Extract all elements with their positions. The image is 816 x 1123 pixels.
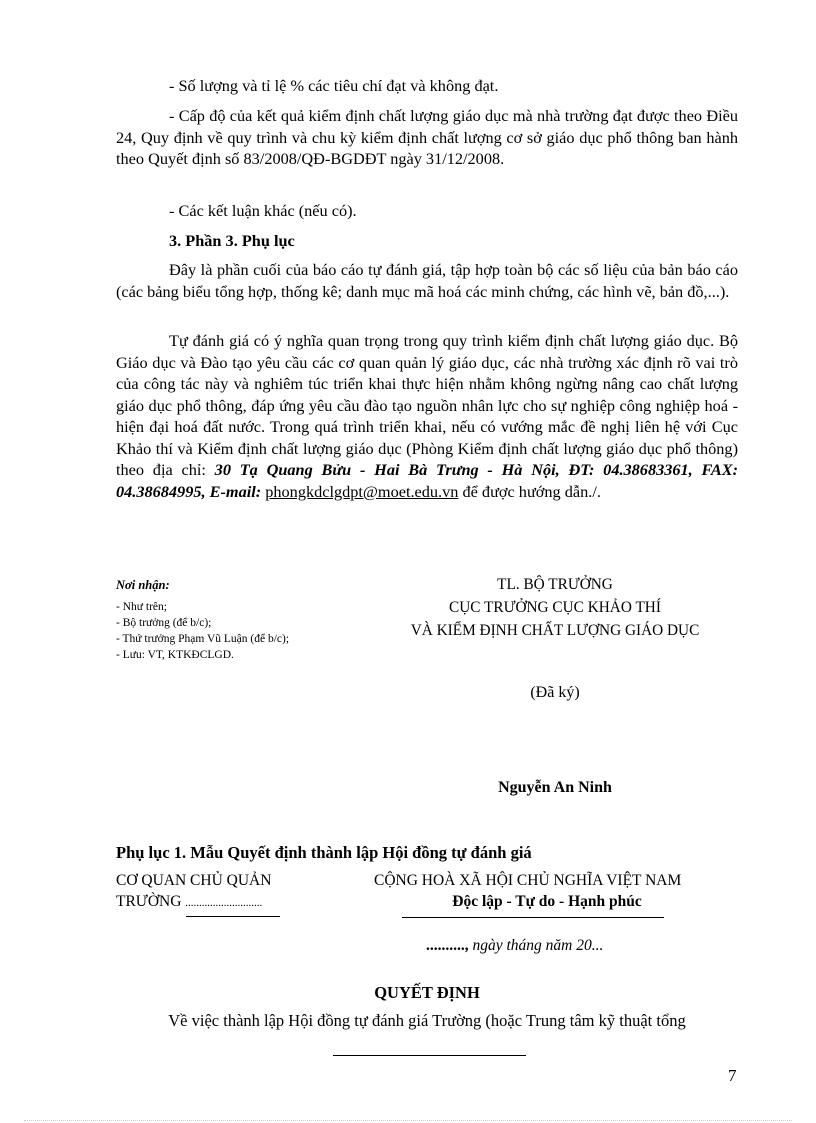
decision-subject: Về việc thành lập Hội đồng tự đánh giá Trường (hoặc Trung tâm kỹ thuật tổng [168, 1011, 686, 1030]
page-number: 7 [728, 1066, 737, 1085]
recipient-item: - Thứ trưởng Phạm Vũ Luận (để b/c); [116, 633, 290, 645]
motto-underline [402, 917, 664, 918]
date-text: ngày tháng năm 20... [472, 937, 604, 954]
date-line [426, 937, 603, 955]
paragraph-accreditation-level: - Cấp độ của kết quả kiểm định chất lượng giáo dục mà nhà trường đạt được theo Điều 24, Quy định về quy trình và chu kỳ kiểm định chất lượng cơ sở giáo dục phổ thông ban hành theo Quyết định số 83/2008/QĐ-BGDĐT ngày 31/12/2008. [116, 106, 738, 168]
heading-appendix-section: 3. Phần 3. Phụ lục [169, 231, 295, 250]
recipients-block [116, 577, 376, 663]
agency-school-label: TRƯỜNG [116, 893, 182, 910]
date-dots: .........., [426, 937, 469, 954]
agency-underline [186, 916, 280, 917]
agency-line-2 [116, 893, 262, 911]
recipient-item: - Bộ trưởng (để b/c); [116, 617, 212, 629]
closing-text: Tự đánh giá có ý nghĩa quan trọng trong quy trình kiểm định chất lượng giáo dục. Bộ Giáo dục và Đào tạo yêu cầu các cơ quan quản lý giáo dục, các nhà trường xác định rõ vai trò của công tác này và nghiêm túc triển khai thực hiện nhằm không ngừng nâng cao chất lượng giáo dục phổ thông, đáp ứng yêu cầu đào tạo nguồn nhân lực cho sự nghiệp công nghiệp hoá - hiện đại hoá đất nước. Trong quá trình triển khai, nếu có vướng mắc đề nghị liên hệ với Cục Khảo thí và Kiểm định chất lượng giáo dục (Phòng Kiểm định chất lượng giáo dục phổ thông) theo địa chỉ: [116, 331, 738, 479]
recipients-title: Nơi nhận: [116, 578, 170, 592]
address-text: 30 Tạ Quang Bửu - Hai Bà Trưng - Hà Nội, [214, 460, 560, 479]
national-motto: Độc lập - Tự do - Hạnh phúc [452, 893, 642, 910]
paragraph-appendix-description: Đây là phần cuối của báo cáo tự đánh giá, tập hợp toàn bộ các số liệu của bản báo cáo (các bảng biểu tổng hợp, thống kê; danh mục mã hoá các minh chứng, các hình vẽ, bản đồ,...). [116, 260, 738, 301]
signature-line-1: TL. BỘ TRƯỞNG [497, 576, 613, 593]
contact-text: ĐT: 04.38683361, FAX: 04.38684995, E-mail: [116, 460, 739, 501]
agency-dots: ............................ [185, 897, 263, 909]
country-name: CỘNG HOÀ XÃ HỘI CHỦ NGHĨA VIỆT NAM [374, 872, 682, 889]
paragraph-closing [116, 330, 738, 502]
agency-line-1: CƠ QUAN CHỦ QUẢN [116, 872, 272, 889]
page-bottom-border [24, 1120, 792, 1121]
recipient-item: - Như trên; [116, 601, 167, 613]
signed-note: (Đã ký) [530, 684, 580, 701]
closing-end-text: để được hướng dẫn./. [462, 481, 601, 501]
decision-title: QUYẾT ĐỊNH [374, 983, 480, 1002]
email-link[interactable]: phongkdclgdpt@moet.edu.vn [265, 481, 459, 501]
signature-line-3: VÀ KIỂM ĐỊNH CHẤT LƯỢNG GIÁO DỤC [410, 622, 700, 639]
signature-line-2: CỤC TRƯỞNG CỤC KHẢO THÍ [449, 599, 661, 616]
decision-underline [333, 1055, 526, 1056]
paragraph-criteria-ratio: - Số lượng và tỉ lệ % các tiêu chí đạt và không đạt. [169, 76, 499, 95]
recipient-item: - Lưu: VT, KTKĐCLGD. [116, 649, 234, 661]
signer-name: Nguyễn An Ninh [498, 779, 612, 796]
paragraph-other-conclusions: - Các kết luận khác (nếu có). [169, 201, 357, 220]
appendix-title: Phụ lục 1. Mẫu Quyết định thành lập Hội đồng tự đánh giá [116, 843, 532, 862]
